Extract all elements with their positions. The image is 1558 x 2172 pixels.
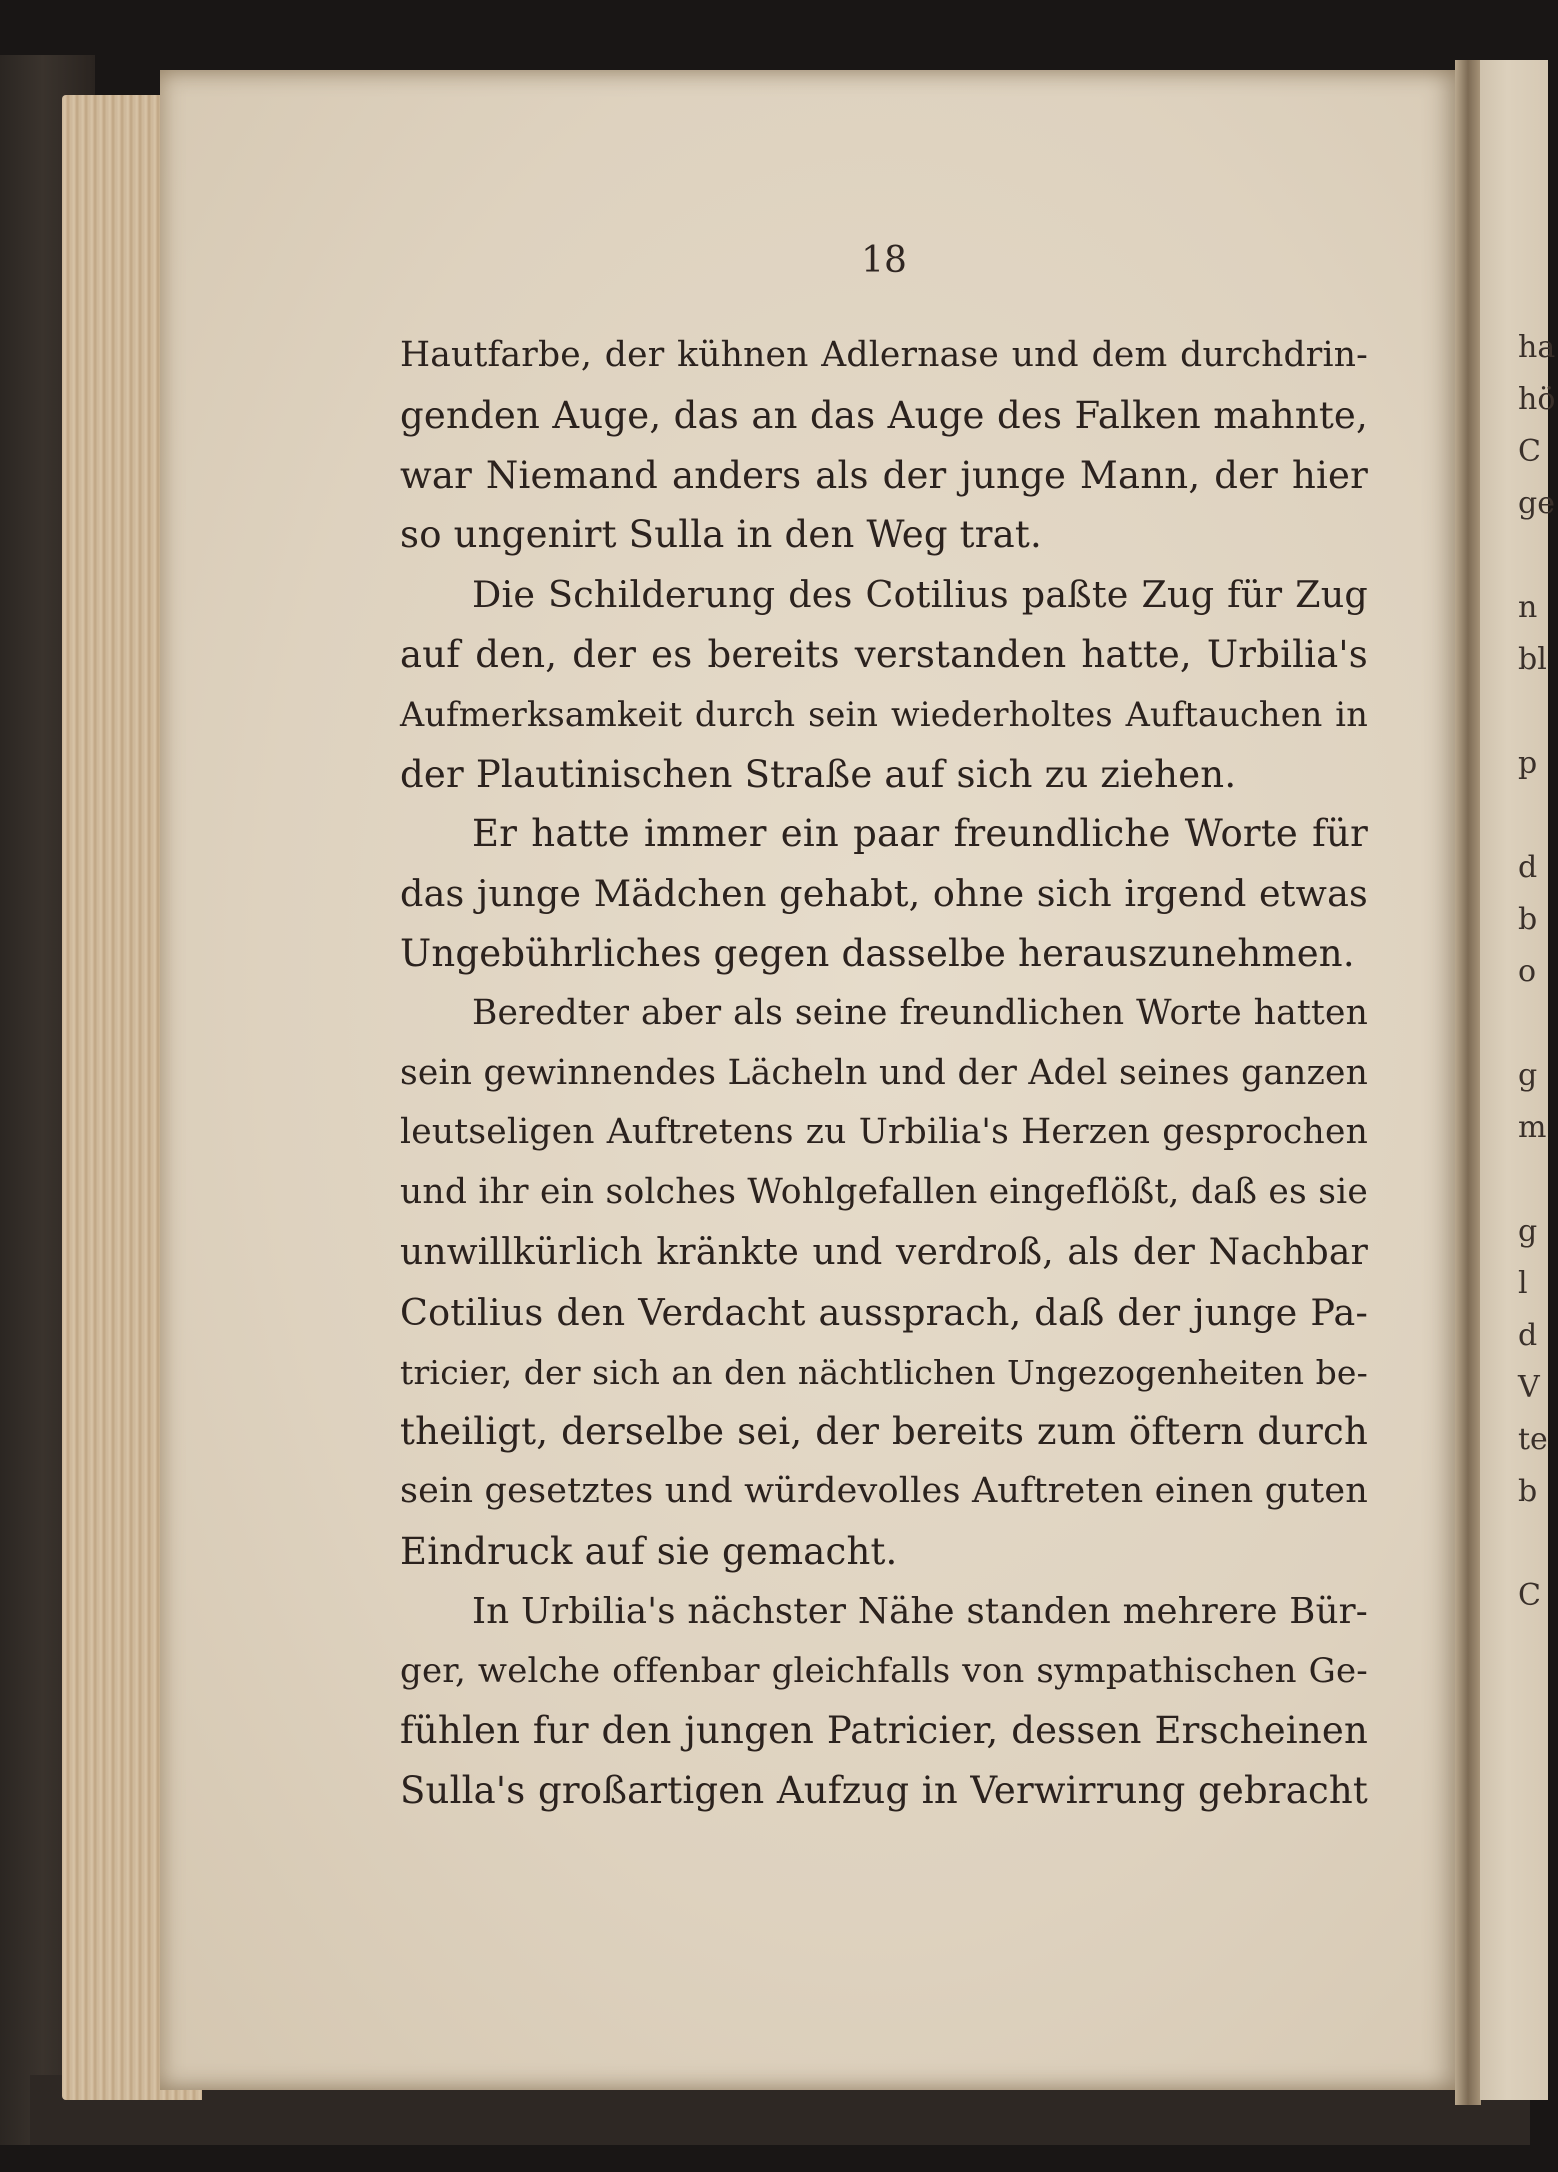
facing-fragment: V: [1518, 1370, 1540, 1405]
facing-fragment: ha: [1518, 330, 1556, 365]
text-line: Hautfarbe, der kühnen Adlernase und dem durchdrin-: [400, 335, 1368, 375]
text-line: und ihr ein solches Wohlgefallen eingeflößt, daß es sie: [400, 1172, 1368, 1213]
text-line: so ungenirt Sulla in den Weg trat.: [400, 513, 1042, 557]
facing-fragment: d: [1518, 850, 1538, 885]
text-line: leutseligen Auftretens zu Urbilia's Herzen gesprochen: [400, 1112, 1368, 1153]
facing-fragment: [1518, 1006, 1558, 1058]
text-line: Er hatte immer ein paar freundliche Worte für: [472, 812, 1368, 856]
facing-fragment: ge: [1518, 486, 1555, 521]
facing-fragment: b: [1518, 1474, 1538, 1509]
text-line: Ungebührliches gegen dasselbe herauszunehmen.: [400, 931, 1355, 975]
facing-fragment: o: [1518, 954, 1537, 989]
text-line: auf den, der es bereits verstanden hatte, Urbilia's: [400, 632, 1368, 676]
facing-fragment: C: [1518, 434, 1541, 469]
facing-fragment: [1518, 1526, 1558, 1578]
text-line: unwillkürlich kränkte und verdroß, als der Nachbar: [400, 1231, 1368, 1273]
text-line: genden Auge, das an das Auge des Falken mahnte,: [400, 393, 1368, 437]
facing-fragment: g: [1518, 1058, 1538, 1093]
facing-fragment: bl: [1518, 642, 1547, 677]
text-line: sein gesetztes und würdevolles Auftreten einen guten: [400, 1471, 1368, 1512]
text-line: war Niemand anders als der junge Mann, der hier: [400, 453, 1368, 497]
facing-fragment: p: [1518, 746, 1538, 781]
facing-fragment: n: [1518, 590, 1538, 625]
book-gutter: [1455, 60, 1481, 2105]
facing-fragment: [1518, 798, 1558, 850]
facing-fragment: b: [1518, 902, 1538, 937]
page-number: 18: [861, 240, 907, 281]
text-line: In Urbilia's nächster Nähe standen mehrere Bür-: [472, 1590, 1368, 1632]
facing-page-text: [1518, 330, 1558, 1630]
facing-fragment: d: [1518, 1318, 1538, 1353]
facing-fragment: [1518, 538, 1558, 590]
facing-fragment: C: [1518, 1578, 1541, 1613]
text-line: Beredter aber als seine freundlichen Worte hatten: [472, 992, 1368, 1033]
text-line: fühlen fur den jungen Patricier, dessen Erscheinen: [400, 1709, 1368, 1753]
text-line: tricier, der sich an den nächtlichen Ungezogenheiten be-: [400, 1352, 1368, 1392]
page-text: [400, 326, 1368, 1821]
facing-fragment: m: [1518, 1110, 1547, 1145]
facing-fragment: te: [1518, 1422, 1548, 1457]
facing-fragment: hö: [1518, 382, 1556, 417]
facing-fragment: [1518, 694, 1558, 746]
text-line: Sulla's großartigen Aufzug in Verwirrung gebracht: [400, 1769, 1368, 1813]
facing-fragment: l: [1518, 1266, 1528, 1301]
facing-fragment: g: [1518, 1214, 1538, 1249]
text-line: ger, welche offenbar gleichfalls von sympathischen Ge-: [400, 1650, 1368, 1691]
text-line: das junge Mädchen gehabt, ohne sich irgend etwas: [400, 872, 1368, 916]
text-line: sein gewinnendes Lächeln und der Adel seines ganzen: [400, 1052, 1368, 1093]
facing-fragment: [1518, 1162, 1558, 1214]
text-line: Aufmerksamkeit durch sein wiederholtes Auftauchen in: [400, 694, 1368, 734]
text-line: theiligt, derselbe sei, der bereits zum öftern durch: [400, 1410, 1368, 1454]
text-line: Die Schilderung des Cotilius paßte Zug für Zug: [472, 573, 1368, 617]
text-line: Cotilius den Verdacht aussprach, daß der junge Pa-: [400, 1290, 1368, 1334]
text-line: Eindruck auf sie gemacht.: [400, 1529, 898, 1573]
text-line: der Plautinischen Straße auf sich zu ziehen.: [400, 752, 1237, 796]
